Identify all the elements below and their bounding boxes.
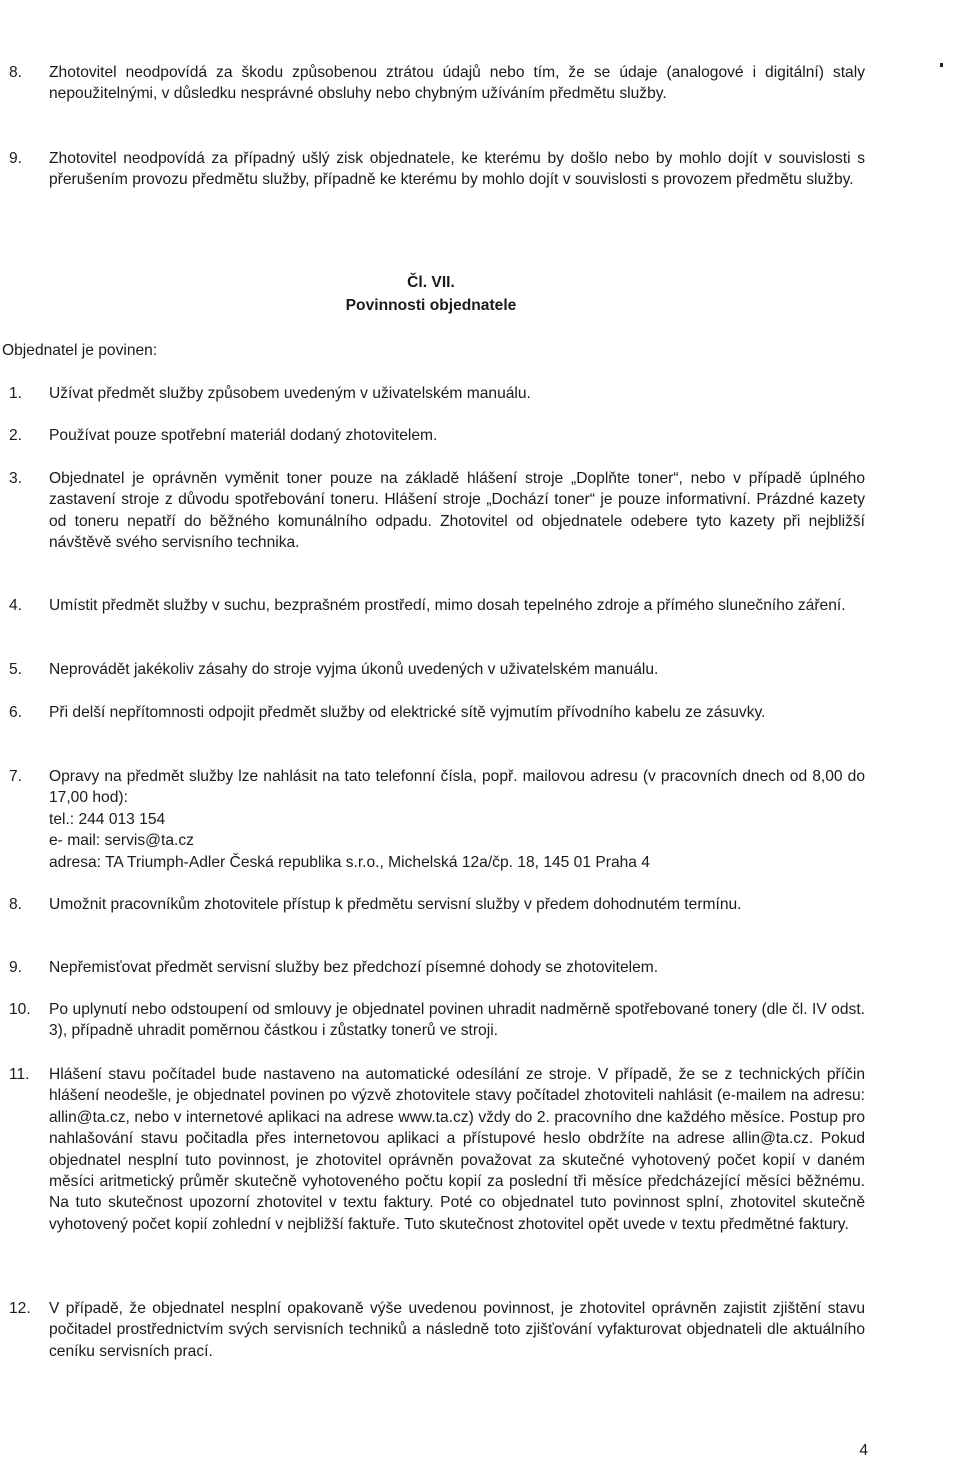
scan-speck	[940, 63, 943, 67]
item-text: Zhotovitel neodpovídá za případný ušlý zisk objednatele, ke kterému by došlo nebo by mohlo dojít v souvislosti s přerušením provozu předmětu služby, případně ke kterému by mohlo dojít v souvislosti s provozem předmětu služby.	[49, 150, 865, 189]
page-number: 4	[859, 1442, 868, 1459]
item-text: Umístit předmět služby v suchu, bezprašném prostředí, mimo dosah tepelného zdroje a přímého slunečního záření.	[49, 597, 846, 614]
obligation-11	[9, 1064, 865, 1235]
item-text: Neprovádět jakékoliv zásahy do stroje vyjma úkonů uvedených v uživatelském manuálu.	[49, 661, 659, 678]
item-number: 11.	[9, 1066, 30, 1083]
item-number: 9.	[9, 959, 23, 976]
contact-phone: tel.: 244 013 154	[49, 810, 166, 828]
item-text: Hlášení stavu počítadel bude nastaveno na automatické odesílání ze stroje. V případě, že se z technických příčin hlášení neodešle, je objednatel povinen po výzvě zhotovitele stavy počítadel zhotoviteli nahlásit (e-mailem na adresu: allin@ta.cz, nebo v internetové aplikaci na adrese www.ta.cz) vždy do 2. pracovního dne každého měsíce. Postup pro nahlašování stavu počitadla přes internetovou aplikaci a přístupové heslo obdržíte na adrese allin@ta.cz. Pokud objednatel nesplní tuto povinnost, je zhotovitel oprávněn považovat za skutečné vyhotovený počet kopií v daném měsíci aritmetický průměr skutečně vyhotoveného počtu kopií za poslední tři měsíce předcházející měsíci běžnému. Na tuto skutečnost upozorní zhotovitel v textu faktury. Poté co objednatel tuto povinnost splní, zhotovitel skutečně vyhotovený počet kopií zohlední v nejbližší faktuře. Tuto skutečnost zhotovitel opět uvede v textu předmětné faktury.	[49, 1066, 865, 1233]
item-text: Používat pouze spotřební materiál dodaný zhotovitelem.	[49, 427, 438, 444]
obligation-10	[9, 999, 865, 1042]
item-number: 8.	[9, 64, 23, 81]
item-number: 7.	[9, 768, 23, 785]
obligation-1	[9, 383, 865, 404]
item-number: 10.	[9, 1001, 31, 1018]
obligation-9	[9, 957, 865, 978]
top-item-8	[9, 62, 865, 105]
item-number: 1.	[9, 385, 23, 402]
obligation-8	[9, 894, 865, 915]
intro-text: Objednatel je povinen:	[2, 342, 158, 359]
top-item-9	[9, 148, 865, 191]
article-title: Povinnosti objednatele	[345, 297, 517, 314]
item-text: Při delší nepřítomnosti odpojit předmět služby od elektrické sítě vyjmutím přívodního kabelu ze zásuvky.	[49, 704, 766, 721]
contact-email: e- mail: servis@ta.cz	[49, 832, 194, 850]
obligation-3	[9, 468, 865, 554]
contact-address: adresa: TA Triumph-Adler Česká republika s.r.o., Michelská 12a/čp. 18, 145 01 Praha 4	[49, 853, 650, 871]
item-text: Umožnit pracovníkům zhotovitele přístup k předmětu servisní služby v předem dohodnutém termínu.	[49, 896, 742, 913]
obligation-12	[9, 1298, 865, 1362]
item-text: Užívat předmět služby způsobem uvedeným v uživatelském manuálu.	[49, 385, 531, 402]
item-number: 2.	[9, 427, 23, 444]
item-number: 12.	[9, 1300, 31, 1317]
obligation-4	[9, 595, 865, 616]
obligation-7	[9, 766, 865, 873]
item-number: 4.	[9, 597, 23, 614]
item-text-body: Opravy na předmět služby lze nahlásit na tato telefonní čísla, popř. mailovou adresu (v pracovních dnech od 8,00 do 17,00 hod):	[49, 768, 865, 807]
item-text: Nepřemisťovat předmět servisní služby bez předchozí písemné dohody se zhotovitelem.	[49, 959, 659, 976]
item-text: Objednatel je oprávněn vyměnit toner pouze na základě hlášení stroje „Doplňte toner“, nebo v případě úplného zastavení stroje z důvodu spotřebování toneru. Hlášení stroje „Dochází toner“ je pouze informativní. Prázdné kazety od toneru nepatří do běžného komunálního odpadu. Zhotovitel od objednatele odebere tyto kazety při nejbližší návštěvě svého servisního technika.	[49, 470, 865, 552]
obligation-6	[9, 702, 865, 723]
item-text	[49, 766, 865, 873]
obligation-5	[9, 659, 865, 680]
obligation-2	[9, 425, 865, 446]
item-number: 3.	[9, 470, 23, 487]
item-number: 9.	[9, 150, 23, 167]
item-text: Zhotovitel neodpovídá za škodu způsobenou ztrátou údajů nebo tím, že se údaje (analogové i digitální) staly nepoužitelnými, v důsledku nesprávné obsluhy nebo chybným užíváním předmětu služby.	[49, 64, 865, 103]
item-text: Po uplynutí nebo odstoupení od smlouvy je objednatel povinen uhradit nadměrně spotřebované tonery (dle čl. IV odst. 3), případně uhradit poměrnou částkou i zůstatky tonerů ve stroji.	[49, 1001, 865, 1040]
item-text: V případě, že objednatel nesplní opakovaně výše uvedenou povinnost, je zhotovitel oprávněn zajistit zjištění stavu počitadel prostřednictvím svých servisních techniků a následně toto zjišťování vyfakturovat objednateli dle aktuálního ceníku servisních prací.	[49, 1300, 865, 1360]
item-number: 5.	[9, 661, 23, 678]
item-number: 8.	[9, 896, 23, 913]
item-number: 6.	[9, 704, 23, 721]
article-number: Čl. VII.	[407, 274, 455, 291]
